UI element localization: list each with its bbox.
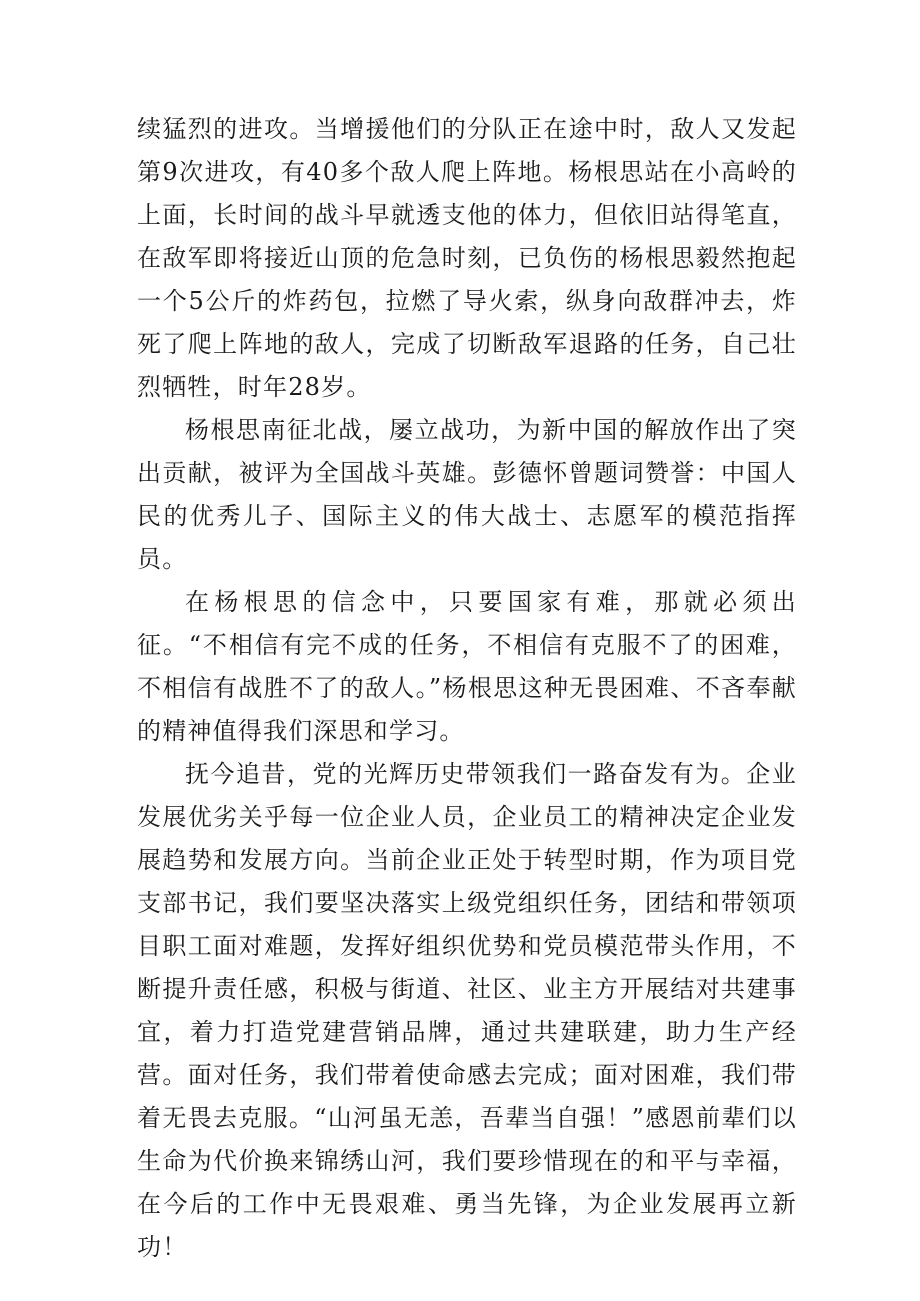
document-body bbox=[137, 108, 797, 1269]
paragraph-continuation: 续猛烈的进攻。当增援他们的分队正在途中时，敌人又发起第9次进攻，有40多个敌人爬上阵地。杨根思站在小高岭的上面，长时间的战斗早就透支他的体力，但依旧站得笔直，在敌军即将接近山顶的危急时刻，已负伤的杨根思毅然抱起一个5公斤的炸药包，拉燃了导火索，纵身向敌群冲去，炸死了爬上阵地的敌人，完成了切断敌军退路的任务，自己壮烈牺牲，时年28岁。 bbox=[137, 115, 797, 401]
paragraph-belief: 在杨根思的信念中，只要国家有难，那就必须出征。“不相信有完不成的任务，不相信有克服不了的困难，不相信有战胜不了的敌人。”杨根思这种无畏困难、不吝奉献的精神值得我们深思和学习。 bbox=[137, 588, 797, 745]
paragraph-merits: 杨根思南征北战，屡立战功，为新中国的解放作出了突出贡献，被评为全国战斗英雄。彭德怀曾题词赞誉：中国人民的优秀儿子、国际主义的伟大战士、志愿军的模范指挥员。 bbox=[137, 416, 797, 573]
paragraph-reflection: 抚今追昔，党的光辉历史带领我们一路奋发有为。企业发展优劣关乎每一位企业人员，企业员工的精神决定企业发展趋势和发展方向。当前企业正处于转型时期，作为项目党支部书记，我们要坚决落实上级党组织任务，团结和带领项目职工面对难题，发挥好组织优势和党员模范带头作用，不断提升责任感，积极与街道、社区、业主方开展结对共建事宜，着力打造党建营销品牌，通过共建联建，助力生产经营。面对任务，我们带着使命感去完成；面对困难，我们带着无畏去克服。“山河虽无恙，吾辈当自强！”感恩前辈们以生命为代价换来锦绣山河，我们要珍惜现在的和平与幸福，在今后的工作中无畏艰难、勇当先锋，为企业发展再立新功！ bbox=[137, 760, 797, 1261]
